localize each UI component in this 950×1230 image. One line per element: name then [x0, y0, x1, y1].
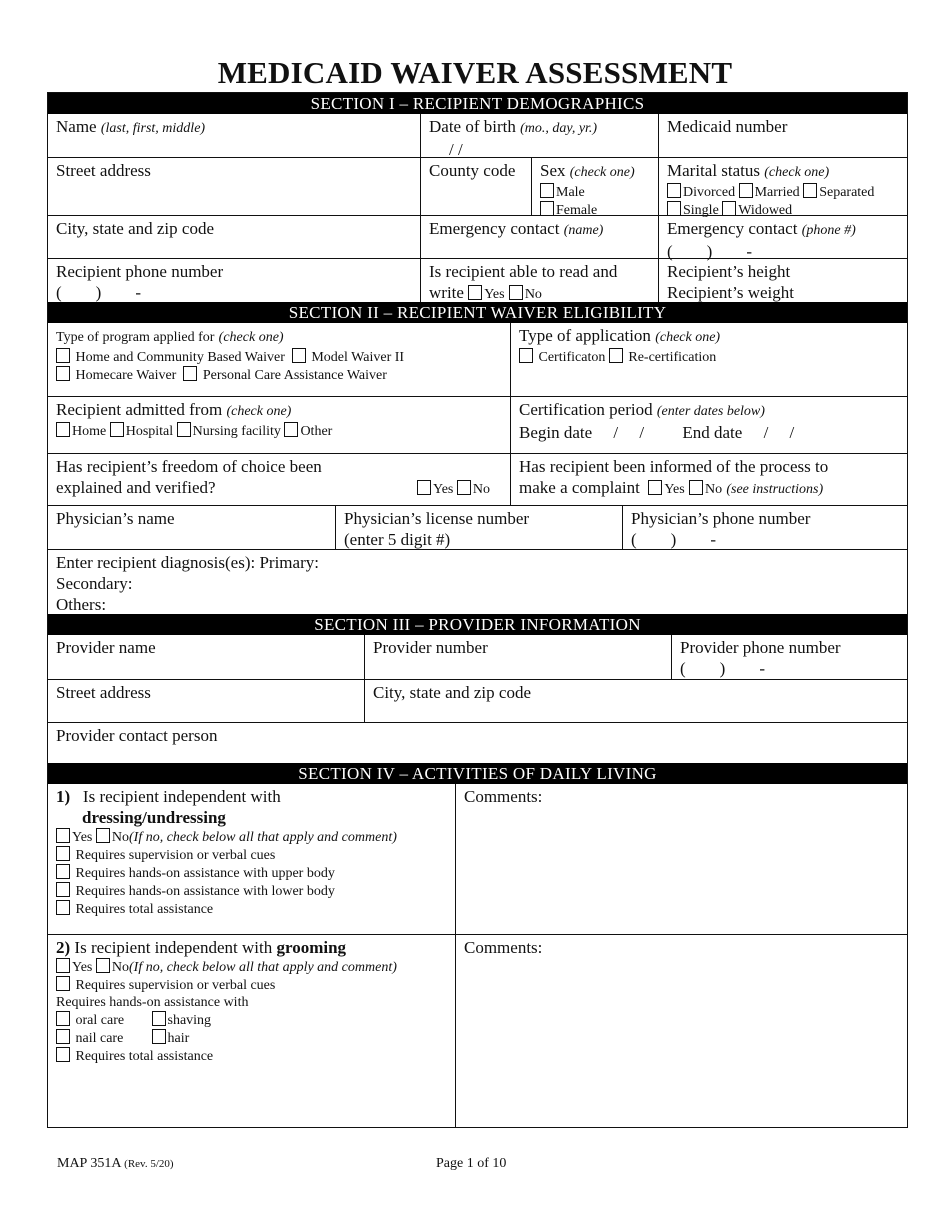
emergency-contact-phone-field[interactable]: Emergency contact (phone #) ( ) -	[658, 216, 907, 258]
height-weight-field[interactable]: Recipient’s height Recipient’s weight	[658, 259, 907, 302]
sex-field: Sex (check one) Male Female	[531, 158, 658, 215]
application-type-field: Type of application (check one) Certificaton Re-certification	[510, 323, 907, 396]
section-4-header: SECTION IV – ACTIVITIES OF DAILY LIVING	[48, 763, 907, 784]
freedom-of-choice-field: Has recipient’s freedom of choice been explained and verified? Yes No	[56, 457, 490, 497]
dressing-supervision-checkbox[interactable]	[56, 846, 70, 861]
grooming-supervision-checkbox[interactable]	[56, 976, 70, 991]
recipient-phone-field[interactable]: Recipient phone number ( ) -	[56, 262, 224, 302]
diagnosis-field[interactable]: Enter recipient diagnosis(es): Primary: Secondary: Others:	[56, 553, 319, 614]
nursing-facility-checkbox[interactable]	[177, 422, 191, 437]
hair-checkbox[interactable]	[152, 1029, 166, 1044]
marital-status-field: Marital status (check one) Divorced Married Separated Single Widowed	[658, 158, 907, 215]
form-number: MAP 351A (Rev. 5/20)	[57, 1156, 174, 1171]
single-checkbox[interactable]	[667, 201, 681, 216]
home-checkbox[interactable]	[56, 422, 70, 437]
grooming-question: 2) Is recipient independent with grooming Yes No(If no, check below all that apply and comment) Requires supervision or verbal cues Requires hands-on assistance with oral care shaving nail care hair Requires total assistance	[56, 938, 397, 1064]
female-checkbox[interactable]	[540, 201, 554, 216]
provider-phone-field[interactable]: Provider phone number ( ) -	[671, 635, 907, 679]
read-write-no-checkbox[interactable]	[509, 285, 523, 300]
physician-license-field[interactable]: Physician’s license number (enter 5 digit #)	[335, 506, 622, 549]
other-checkbox[interactable]	[284, 422, 298, 437]
married-checkbox[interactable]	[739, 183, 753, 198]
page-number: Page 1 of 10	[436, 1156, 507, 1171]
dressing-no-checkbox[interactable]	[96, 828, 110, 843]
assessment-form	[47, 92, 908, 1128]
complaint-yes-checkbox[interactable]	[648, 480, 662, 495]
divorced-checkbox[interactable]	[667, 183, 681, 198]
recertification-checkbox[interactable]	[609, 348, 623, 363]
grooming-total-checkbox[interactable]	[56, 1047, 70, 1062]
dressing-comments-field[interactable]: Comments:	[455, 784, 907, 934]
provider-street-field[interactable]: Street address	[56, 683, 151, 702]
oral-care-checkbox[interactable]	[56, 1011, 70, 1026]
dressing-lower-body-checkbox[interactable]	[56, 882, 70, 897]
dob-field[interactable]: Date of birth (mo., day, yr.) / /	[420, 114, 658, 157]
provider-city-field[interactable]: City, state and zip code	[364, 680, 907, 722]
certification-period-field[interactable]: Certification period (enter dates below) Begin date / / End date / /	[510, 397, 907, 453]
physician-name-field[interactable]: Physician’s name	[56, 509, 175, 528]
name-field[interactable]: Name (last, first, middle)	[56, 117, 206, 136]
program-type-field: Type of program applied for (check one) Home and Community Based Waiver Model Waiver II Homecare Waiver Personal Care Assistance Waiver	[56, 330, 405, 383]
read-write-yes-checkbox[interactable]	[468, 285, 482, 300]
grooming-no-checkbox[interactable]	[96, 958, 110, 973]
hcbw-checkbox[interactable]	[56, 348, 70, 363]
complaint-process-field: Has recipient been informed of the process to make a complaint Yes No (see instructions)	[510, 454, 907, 505]
certification-checkbox[interactable]	[519, 348, 533, 363]
provider-number-field[interactable]: Provider number	[364, 635, 671, 679]
male-checkbox[interactable]	[540, 183, 554, 198]
homecare-checkbox[interactable]	[56, 366, 70, 381]
hospital-checkbox[interactable]	[110, 422, 124, 437]
grooming-yes-checkbox[interactable]	[56, 958, 70, 973]
pca-checkbox[interactable]	[183, 366, 197, 381]
section-3-header: SECTION III – PROVIDER INFORMATION	[48, 614, 907, 635]
grooming-comments-field[interactable]: Comments:	[455, 935, 907, 1127]
city-state-zip-field[interactable]: City, state and zip code	[56, 219, 214, 238]
shaving-checkbox[interactable]	[152, 1011, 166, 1026]
freedom-no-checkbox[interactable]	[457, 480, 471, 495]
medicaid-number-field[interactable]: Medicaid number	[658, 114, 907, 157]
dressing-total-checkbox[interactable]	[56, 900, 70, 915]
complaint-no-checkbox[interactable]	[689, 480, 703, 495]
dressing-upper-body-checkbox[interactable]	[56, 864, 70, 879]
provider-name-field[interactable]: Provider name	[56, 638, 156, 657]
provider-contact-field[interactable]: Provider contact person	[56, 726, 218, 745]
section-2-header: SECTION II – RECIPIENT WAIVER ELIGIBILITY	[48, 302, 907, 323]
admitted-from-field: Recipient admitted from (check one) Home Hospital Nursing facility Other	[56, 400, 333, 439]
county-code-field[interactable]: County code	[420, 158, 531, 215]
freedom-yes-checkbox[interactable]	[417, 480, 431, 495]
dressing-question: 1) Is recipient independent with dressing/undressing Yes No(If no, check below all that apply and comment) Requires supervision or verbal cues Requires hands-on assistance with upper body Requires hands-on assistance with lower body Requires total assistance	[56, 787, 397, 917]
read-write-field: Is recipient able to read and write Yes No	[420, 259, 658, 302]
section-1-header: SECTION I – RECIPIENT DEMOGRAPHICS	[48, 93, 907, 114]
dressing-yes-checkbox[interactable]	[56, 828, 70, 843]
model-waiver-checkbox[interactable]	[292, 348, 306, 363]
nail-care-checkbox[interactable]	[56, 1029, 70, 1044]
street-address-field[interactable]: Street address	[56, 161, 151, 180]
page-title: MEDICAID WAIVER ASSESSMENT	[217, 55, 733, 90]
physician-phone-field[interactable]: Physician’s phone number ( ) -	[622, 506, 907, 549]
emergency-contact-name-field[interactable]: Emergency contact (name)	[420, 216, 658, 258]
separated-checkbox[interactable]	[803, 183, 817, 198]
widowed-checkbox[interactable]	[722, 201, 736, 216]
